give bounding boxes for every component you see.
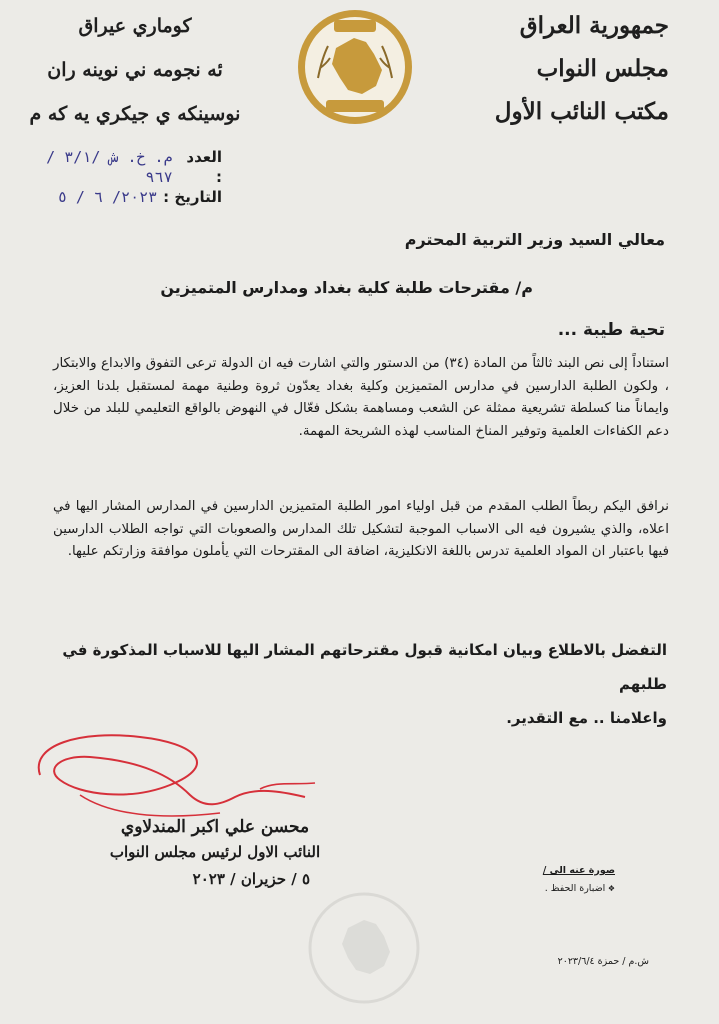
letterhead-kurdish [20, 4, 250, 136]
reference-date-label: التاريخ : [163, 188, 222, 206]
addressee: معالي السيد وزير التربية المحترم [404, 230, 665, 249]
watermark-seal-icon [308, 892, 420, 1004]
body-paragraph: استناداً إلى نص البند ثالثاً من المادة (٣٤) من الدستور والتي اشارت فيه ان الدولة ترعى التفوق والابداع والابتكار ، ولكون الطلبة الدارسين في مدارس المتميزين وكلية بغداد يعدّون ثروة وطنية مهمة لمستقبل بلدنا العزيز، وايماناً منا كسلطة تشريعية ممثلة عن الشعب ومساهمة بشكل فعّال في النهوض بالواقع التعليمي للبلد من خلال دعم الكفاءات العلمية وتوفير المناخ المناسب لهذه الشريحة المهمة. [53, 356, 669, 439]
copies-heading: صورة عنه الى / [542, 865, 615, 876]
parliament-seal-icon [296, 8, 414, 126]
letterhead-line: ئه نجومه ني نوينه ران [47, 59, 223, 81]
closing-request [47, 633, 667, 735]
signatory-title: النائب الاول لرئيس مجلس النواب [109, 843, 321, 861]
copies-item: ❖ اضبارة الحفظ . [415, 880, 615, 898]
closing-line: التفضل بالاطلاع وبيان امكانية قبول مقترحاتهم المشار اليها للاسباب المذكورة في طلبهم [62, 641, 667, 693]
reference-number-label: العدد : [186, 148, 222, 186]
subject-line: م/ مقترحات طلبة كلية بغداد ومدارس المتميزين [160, 278, 533, 297]
letterhead-line: مكتب النائب الأول [494, 98, 669, 125]
copies-block [415, 862, 615, 898]
reference-block [22, 147, 222, 207]
letterhead-arabic [429, 4, 669, 133]
letterhead-line: كوماري عيراق [78, 15, 192, 37]
signatory-name: محسن علي اكبر المندلاوي [120, 817, 310, 837]
reference-date-value: ٢٠٢٣/ ٦ / ٥ [57, 188, 158, 206]
greeting: تحية طيبة ... [557, 320, 665, 340]
signature-date: ٥ / حزيران / ٢٠٢٣ [192, 870, 310, 888]
signatory-block [90, 814, 340, 894]
body-paragraph: نرافق اليكم ربطاً الطلب المقدم من قبل اولياء امور الطلبة المتميزين الدارسين في المدارس المشار اليها في اعلاه، والذي يشيرون فيه الى الاسباب الموجبة لتشكيل تلك المدارس والصعوبات التي تواجه الطلاب الدارسين فيها باعتبار ان المواد العلمية تدرس باللغة الانكليزية، اضافة الى المقترحات التي يأملون موافقة وزارتكم عليها. [53, 499, 669, 560]
closing-line: واعلامنا .. مع التقدير. [506, 709, 667, 727]
letterhead-line: نوسينكه ي جيكري يه كه م [29, 103, 241, 125]
footer-code: ش.م / حمزة ٢٠٢٣/٦/٤ [557, 956, 649, 967]
letterhead-line: جمهورية العراق [519, 12, 669, 39]
letterhead-line: مجلس النواب [536, 55, 669, 82]
reference-number-value: م. خ. ش /٣/١ / ٩٦٧ [46, 148, 173, 186]
